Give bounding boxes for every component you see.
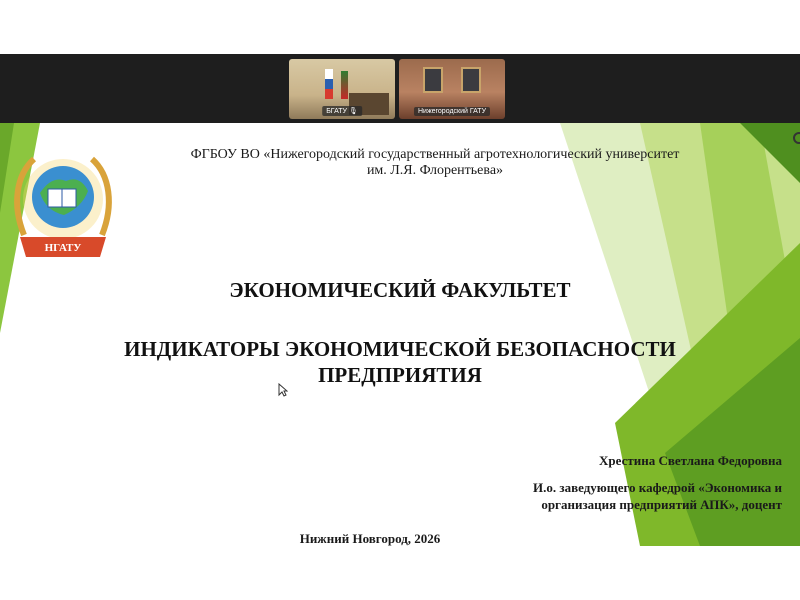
ngatu-emblem-logo [4,145,122,267]
participant-tile-ngatu[interactable] [399,59,505,119]
letterbox-bottom [0,546,800,600]
participant-label: Нижегородский ГАТУ [414,107,490,116]
participant-label: БГАТУ 🎙 [322,106,362,116]
city-year: Нижний Новгород, 2026 [299,531,441,546]
author-position: И.о. заведующего кафедрой «Экономика и организация предприятий АПК», доцент [533,480,782,512]
flag-icon [325,69,333,99]
portrait-image [423,67,443,93]
mouse-cursor-icon [278,383,288,397]
faculty-heading: ЭКОНОМИЧЕСКИЙ ФАКУЛЬТЕТ [229,278,571,302]
presentation-slide [0,123,800,546]
emblem-text: НГАТУ [44,242,82,254]
university-name: ФГБОУ ВО «Нижегородский государственный агротехнологический университет им. Л.Я. Флорентьева» [190,147,680,178]
author-name: Хрестина Светлана Федоровна [599,453,782,468]
slide-control-icon[interactable] [792,131,800,145]
presentation-title: ИНДИКАТОРЫ ЭКОНОМИЧЕСКОЙ БЕЗОПАСНОСТИ ПРЕДПРИЯТИЯ [124,337,676,387]
portrait-image [461,67,481,93]
letterbox-top [0,0,800,54]
flag-icon [341,71,348,99]
video-conference-strip [0,54,800,123]
participant-tile-bgatu[interactable] [289,59,395,119]
